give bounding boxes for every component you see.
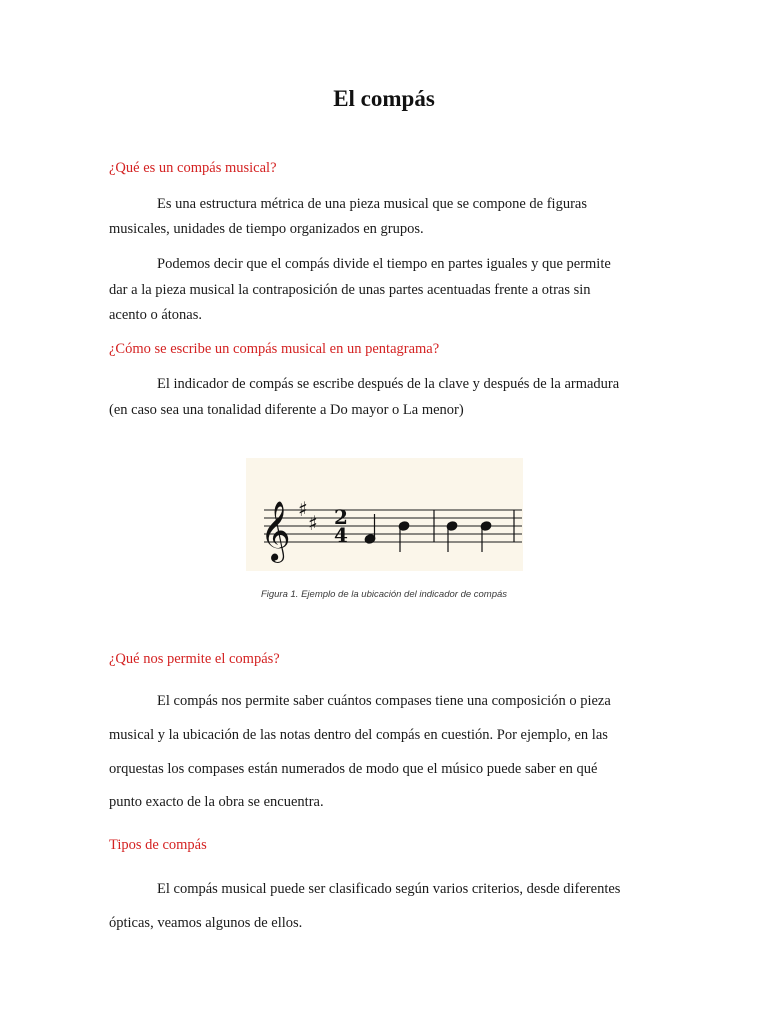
paragraph-line: El compás nos permite saber cuántos compases tiene una composición o pieza [157,693,611,709]
time-signature-top: 2 [334,505,348,529]
paragraph-line: musical y la ubicación de las notas dentro del compás en cuestión. Por ejemplo, en las [109,727,608,743]
sharp-icon: ♯ [298,497,308,521]
section-heading: ¿Cómo se escribe un compás musical en un pentagrama? [109,341,440,357]
page-title: El compás [333,86,435,111]
notes [364,514,492,552]
staff-svg [246,458,523,571]
paragraph-line: musicales, unidades de tiempo organizados en grupos. [109,221,424,237]
paragraph-line: acento o átonas. [109,307,203,323]
time-signature-bottom: 4 [334,523,348,547]
treble-clef-icon: 𝄞 [260,501,291,561]
section-heading: Tipos de compás [109,837,207,853]
paragraph-line: Es una estructura métrica de una pieza musical que se compone de figuras [157,196,587,212]
paragraph-line: El indicador de compás se escribe después de la clave y después de la armadura [157,376,620,392]
paragraph-line: Podemos decir que el compás divide el tiempo en partes iguales y que permite [157,256,611,272]
paragraph-line: dar a la pieza musical la contraposición de unas partes acentuadas frente a otras sin [109,282,591,298]
sharp-icon: ♯ [308,511,318,535]
paragraph-line: ópticas, veamos algunos de ellos. [109,915,303,931]
section-heading: ¿Qué es un compás musical? [109,160,277,176]
paragraph-line: El compás musical puede ser clasificado según varios criterios, desde diferentes [157,881,621,897]
section-heading: ¿Qué nos permite el compás? [109,651,280,667]
figure-caption: Figura 1. Ejemplo de la ubicación del indicador de compás [260,589,508,600]
figure-staff-image [246,458,523,571]
paragraph-line: punto exacto de la obra se encuentra. [109,794,324,810]
paragraph-line: (en caso sea una tonalidad diferente a Do mayor o La menor) [109,402,464,418]
paragraph-line: orquestas los compases están numerados de modo que el músico puede saber en qué [109,761,598,777]
